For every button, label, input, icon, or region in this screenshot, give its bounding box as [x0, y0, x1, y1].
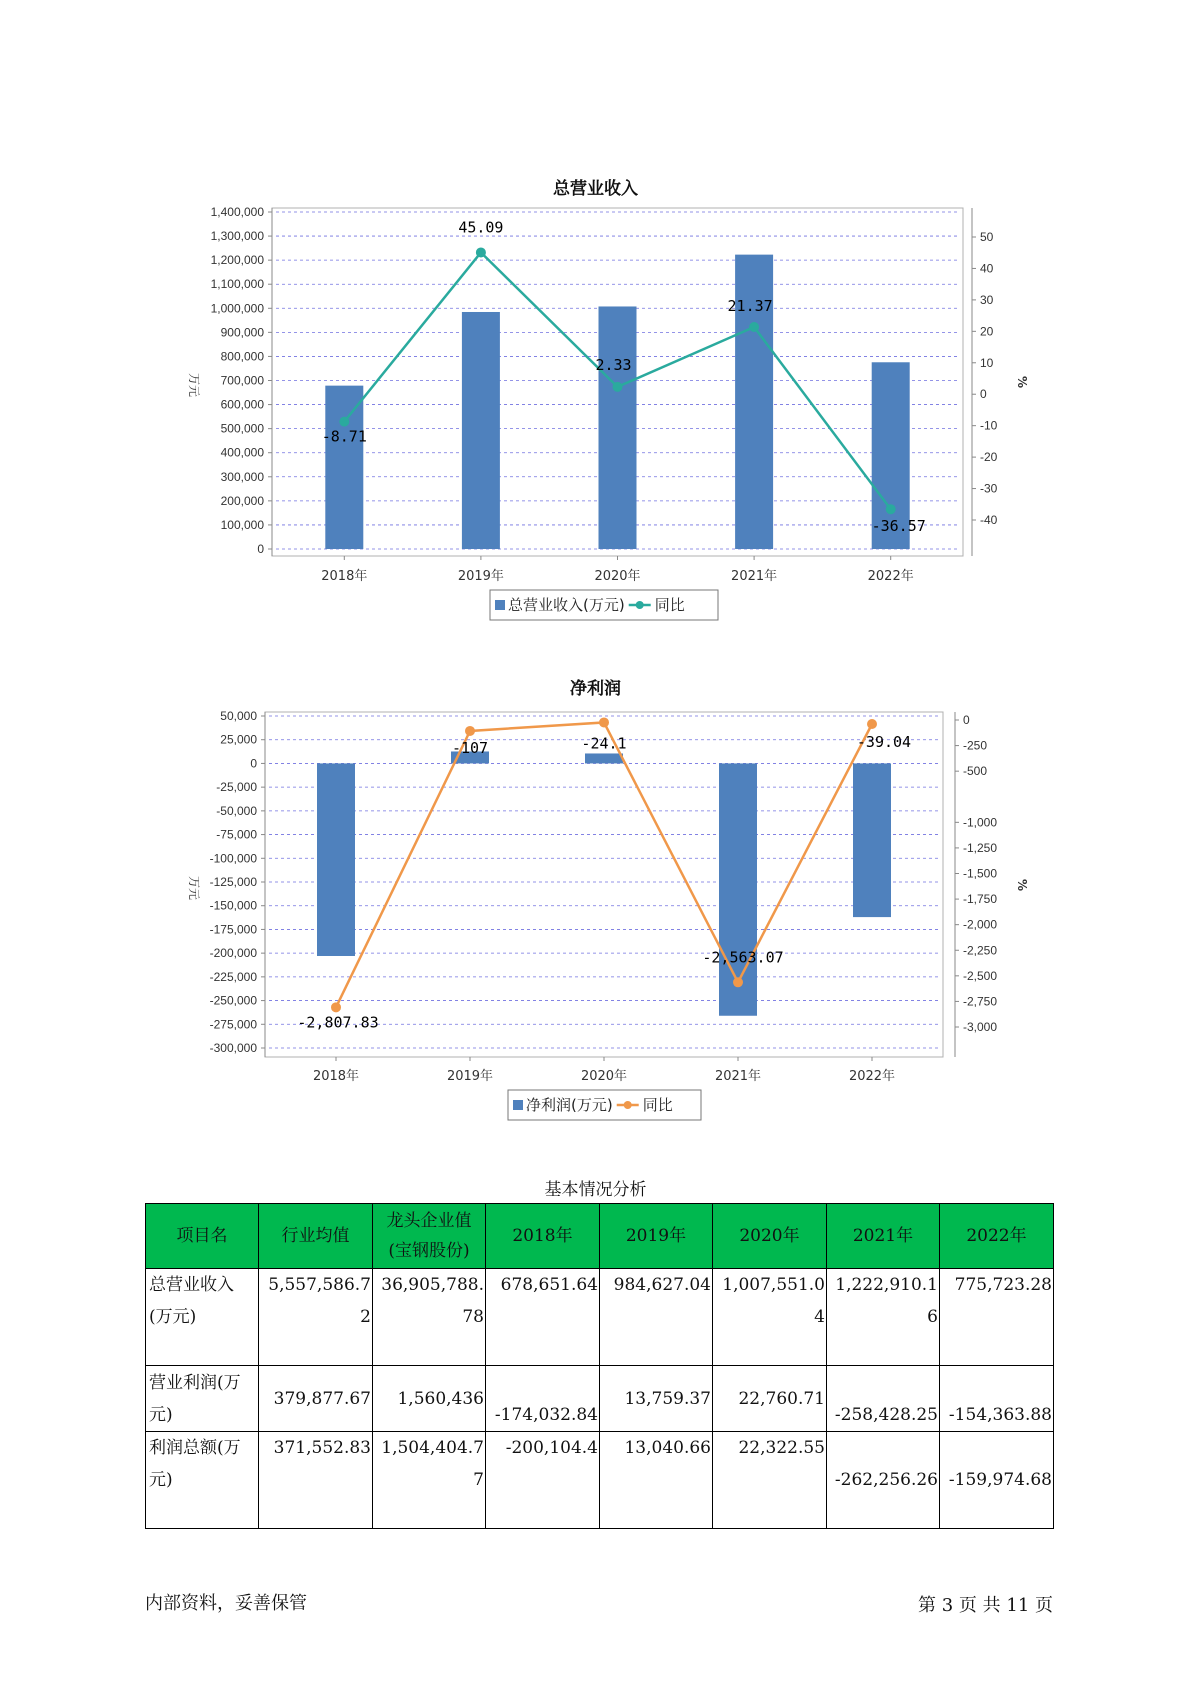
cell: 1,007,551.04 [713, 1269, 827, 1366]
y2-axis-label: % [1015, 878, 1029, 892]
y-tick-label: 900,000 [220, 325, 264, 340]
y2-tick-label: -2,000 [963, 917, 998, 932]
y-tick-label: 1,400,000 [210, 205, 264, 219]
header-2018: 2018年 [486, 1204, 600, 1269]
cell: 1,222,910.16 [827, 1269, 940, 1366]
y2-tick-label: -2,250 [963, 943, 998, 958]
y2-tick-label: -2,500 [963, 968, 998, 983]
header-2019: 2019年 [600, 1204, 713, 1269]
y2-tick-label: -3,000 [963, 1020, 998, 1034]
legend-line-marker [624, 1101, 632, 1109]
cell: -154,363.88 [940, 1366, 1054, 1432]
header-industry-avg: 行业均值 [259, 1204, 373, 1269]
line-point [599, 717, 609, 727]
y2-tick-label: -20 [980, 450, 998, 465]
y-tick-label: -50,000 [216, 803, 257, 818]
line-data-label: -36.57 [871, 517, 926, 536]
y-axis-label: 万元 [187, 372, 201, 398]
line-data-label: 21.37 [727, 297, 773, 316]
y2-tick-label: -1,500 [963, 866, 998, 881]
x-tick-label: 2018年 [312, 1069, 360, 1084]
x-tick-label: 2021年 [731, 569, 778, 584]
legend-line-label: 同比 [642, 1096, 673, 1114]
cell: -159,974.68 [940, 1432, 1054, 1529]
basic-analysis-table [145, 1203, 1054, 1529]
cell: -174,032.84 [486, 1366, 600, 1432]
line-point [733, 977, 743, 987]
y-tick-label: 1,100,000 [210, 277, 264, 292]
y2-tick-label: -2,750 [963, 994, 998, 1009]
cell: -200,104.4 [486, 1432, 600, 1529]
y-tick-label: 1,300,000 [210, 229, 264, 244]
y2-tick-label: -1,250 [963, 840, 998, 855]
y2-tick-label: -40 [980, 513, 998, 527]
y-tick-label: 0 [250, 756, 257, 771]
header-2021: 2021年 [827, 1204, 940, 1269]
legend-bar-label: 净利润(万元) [526, 1096, 613, 1114]
cell: 678,651.64 [486, 1269, 600, 1366]
cell: -262,256.26 [827, 1432, 940, 1529]
line-data-label: -8.71 [321, 427, 367, 446]
legend-bar-swatch [513, 1100, 523, 1110]
cell: 36,905,788.78 [373, 1269, 486, 1366]
y-tick-label: -75,000 [216, 827, 257, 842]
y-tick-label: -275,000 [209, 1017, 257, 1032]
row-label: 总营业收入(万元) [146, 1269, 259, 1366]
y2-tick-label: -1,000 [963, 815, 998, 830]
line-data-label: -39.04 [856, 732, 912, 751]
legend-bar-label: 总营业收入(万元) [508, 596, 625, 614]
line-point [867, 719, 877, 729]
y-axis-label: 万元 [187, 875, 201, 901]
row-label: 营业利润(万元) [146, 1366, 259, 1432]
cell: 1,504,404.77 [373, 1432, 486, 1529]
cell: 13,040.66 [600, 1432, 713, 1529]
x-tick-label: 2022年 [848, 1069, 896, 1084]
y2-tick-label: 0 [980, 387, 987, 402]
x-tick-label: 2021年 [714, 1069, 762, 1084]
bar [585, 753, 623, 763]
table-header-row [146, 1204, 1054, 1269]
y-tick-label: 300,000 [220, 469, 264, 484]
bar [853, 763, 891, 917]
table-caption: 基本情况分析 [544, 1180, 647, 1200]
bar [317, 763, 355, 956]
line-data-label: 2.33 [595, 355, 632, 374]
header-2022: 2022年 [940, 1204, 1054, 1269]
y2-axis-label: % [1015, 375, 1029, 389]
y-tick-label: 25,000 [220, 732, 257, 747]
y-tick-label: 400,000 [220, 445, 264, 460]
x-tick-label: 2019年 [446, 1069, 494, 1084]
x-tick-label: 2018年 [321, 569, 368, 584]
legend-line-label: 同比 [654, 596, 685, 614]
footer-page-number: 第 3 页 共 11 页 [918, 1595, 1053, 1616]
line-data-label: -2,563.07 [702, 948, 784, 967]
line-point [465, 726, 475, 736]
y-tick-label: 100,000 [220, 517, 264, 532]
y2-tick-label: 40 [980, 261, 994, 276]
y-tick-label: 1,200,000 [210, 253, 264, 268]
line-data-label: 45.09 [458, 218, 504, 237]
y2-tick-label: 10 [980, 355, 994, 370]
cell: 1,560,436 [373, 1366, 486, 1432]
y2-tick-label: -10 [980, 418, 998, 433]
cell: 5,557,586.72 [259, 1269, 373, 1366]
cell: 13,759.37 [600, 1366, 713, 1432]
line-data-label: -2,807.83 [297, 1013, 379, 1032]
table-row [146, 1432, 1054, 1529]
cell: 22,322.55 [713, 1432, 827, 1529]
y-tick-label: -175,000 [209, 922, 257, 937]
y-tick-label: 1,000,000 [210, 301, 264, 316]
x-tick-label: 2020年 [594, 569, 641, 584]
cell: 379,877.67 [259, 1366, 373, 1432]
x-tick-label: 2020年 [580, 1069, 628, 1084]
y-tick-label: 500,000 [220, 421, 264, 436]
header-leader: 龙头企业值(宝钢股份) [373, 1204, 486, 1269]
y-tick-label: -300,000 [209, 1041, 257, 1055]
y-tick-label: -150,000 [209, 898, 257, 913]
footer-confidential: 内部资料，妥善保管 [145, 1593, 307, 1614]
cell: -258,428.25 [827, 1366, 940, 1432]
cell: 22,760.71 [713, 1366, 827, 1432]
line-data-label: -24.1 [581, 734, 627, 753]
x-tick-label: 2019年 [457, 569, 504, 584]
y-tick-label: -225,000 [209, 969, 257, 984]
y-tick-label: 50,000 [220, 709, 257, 723]
y2-tick-label: -250 [963, 738, 988, 753]
y2-tick-label: -500 [963, 764, 988, 779]
y-tick-label: 600,000 [220, 397, 264, 412]
x-tick-label: 2022年 [867, 569, 914, 584]
header-2020: 2020年 [713, 1204, 827, 1269]
y-tick-label: -100,000 [209, 851, 257, 866]
y-tick-label: 700,000 [220, 373, 264, 388]
header-item: 项目名 [146, 1204, 259, 1269]
y2-tick-label: 20 [980, 324, 994, 339]
cell: 775,723.28 [940, 1269, 1054, 1366]
line-data-label: -107 [451, 738, 489, 757]
y2-tick-label: -1,750 [963, 892, 998, 907]
y2-tick-label: 50 [980, 230, 994, 244]
y-tick-label: -125,000 [209, 875, 257, 889]
y-tick-label: 0 [257, 542, 264, 556]
table-row [146, 1269, 1054, 1366]
chart2-title: 净利润 [570, 679, 621, 699]
line-point [331, 1002, 341, 1012]
row-label: 利润总额(万元) [146, 1432, 259, 1529]
y-tick-label: 800,000 [220, 349, 264, 364]
y2-tick-label: -30 [980, 481, 998, 496]
y-tick-label: -250,000 [209, 993, 257, 1008]
cell: 371,552.83 [259, 1432, 373, 1529]
y-tick-label: -200,000 [209, 946, 257, 961]
table-row [146, 1366, 1054, 1432]
cell: 984,627.04 [600, 1269, 713, 1366]
chart1-title: 总营业收入 [553, 179, 638, 199]
y-tick-label: -25,000 [216, 780, 257, 795]
y2-tick-label: 30 [980, 292, 994, 307]
y-tick-label: 200,000 [220, 493, 264, 508]
y2-tick-label: 0 [963, 713, 970, 727]
